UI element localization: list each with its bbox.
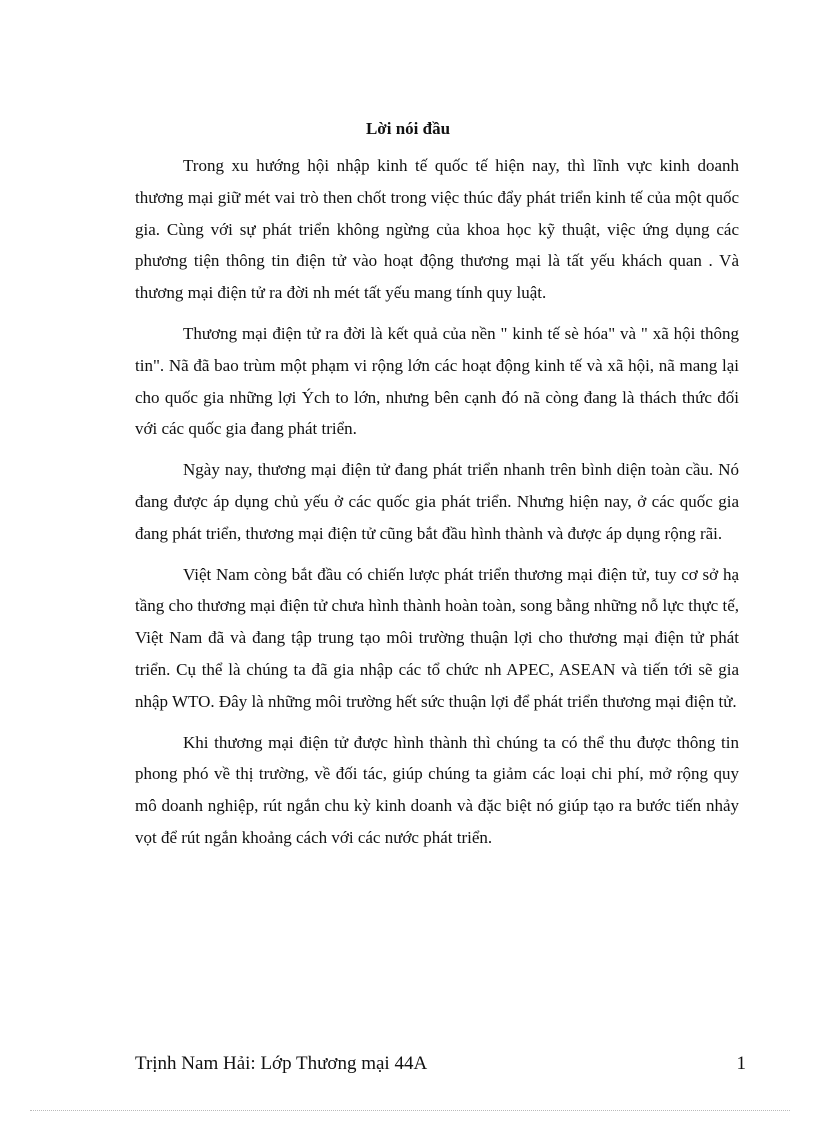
paragraph-4: Việt Nam còng bắt đầu có chiến lược phát triển thương mại điện tử, tuy cơ sở hạ tầng cho thương mại điện tử chưa hình thành hoàn toàn, song bằng những nỗ lực thực tế, Việt Nam đã và đang tập trung tạo môi trường thuận lợi cho thương mại điện tử phát triển. Cụ thể là chúng ta đã gia nhập các tổ chức nh APEC, ASEAN và tiến tới sẽ gia nhập WTO. Đây là những môi trường hết sức thuận lợi để phát triển thương mại điện tử. [135, 564, 739, 711]
page-footer [135, 1052, 746, 1076]
document-body [135, 150, 739, 863]
paragraph-5: Khi thương mại điện tử được hình thành thì chúng ta có thể thu được thông tin phong phó về thị trường, về đối tác, giúp chúng ta giảm các loại chi phí, mở rộng quy mô doanh nghiệp, rút ngắn chu kỳ kinh doanh và đặc biệt nó giúp tạo ra bước tiến nhảy vọt để rút ngắn khoảng cách với các nước phát triển. [135, 732, 739, 847]
paragraph-3: Ngày nay, thương mại điện tử đang phát triển nhanh trên bình diện toàn cầu. Nó đang được áp dụng chủ yếu ở các quốc gia phát triển. Nhưng hiện nay, ở các quốc gia đang phát triển, thương mại điện tử cũng bắt đầu hình thành và được áp dụng rộng rãi. [135, 460, 739, 543]
page-title: Lời nói đầu [365, 119, 451, 138]
footer-author: Trịnh Nam Hải: Lớp Thương mại 44A [135, 1053, 428, 1074]
paragraph-2: Thương mại điện tử ra đời là kết quả của nền " kinh tế sè hóa" và " xã hội thông tin". Nã đã bao trùm một phạm vi rộng lớn các hoạt động kinh tế và xã hội, nã mang lại cho quốc gia những lợi Ých to lớn, nhưng bên cạnh đó nã còng đang là thách thức đối với các quốc gia đang phát triển. [135, 323, 739, 439]
page-number: 1 [736, 1053, 746, 1074]
page-bottom-divider [30, 1110, 790, 1111]
paragraph-1: Trong xu hướng hội nhập kinh tế quốc tế hiện nay, thì lĩnh vực kinh doanh thương mại giữ mét vai trò then chốt trong việc thúc đẩy phát triển kinh tế của một quốc gia. Cùng với sự phát triển không ngừng của khoa học kỹ thuật, việc ứng dụng các phương tiện thông tin điện tử vào hoạt động thương mại là tất yếu khách quan . Và thương mại điện tử ra đời nh mét tất yếu mang tính quy luật. [135, 156, 739, 303]
